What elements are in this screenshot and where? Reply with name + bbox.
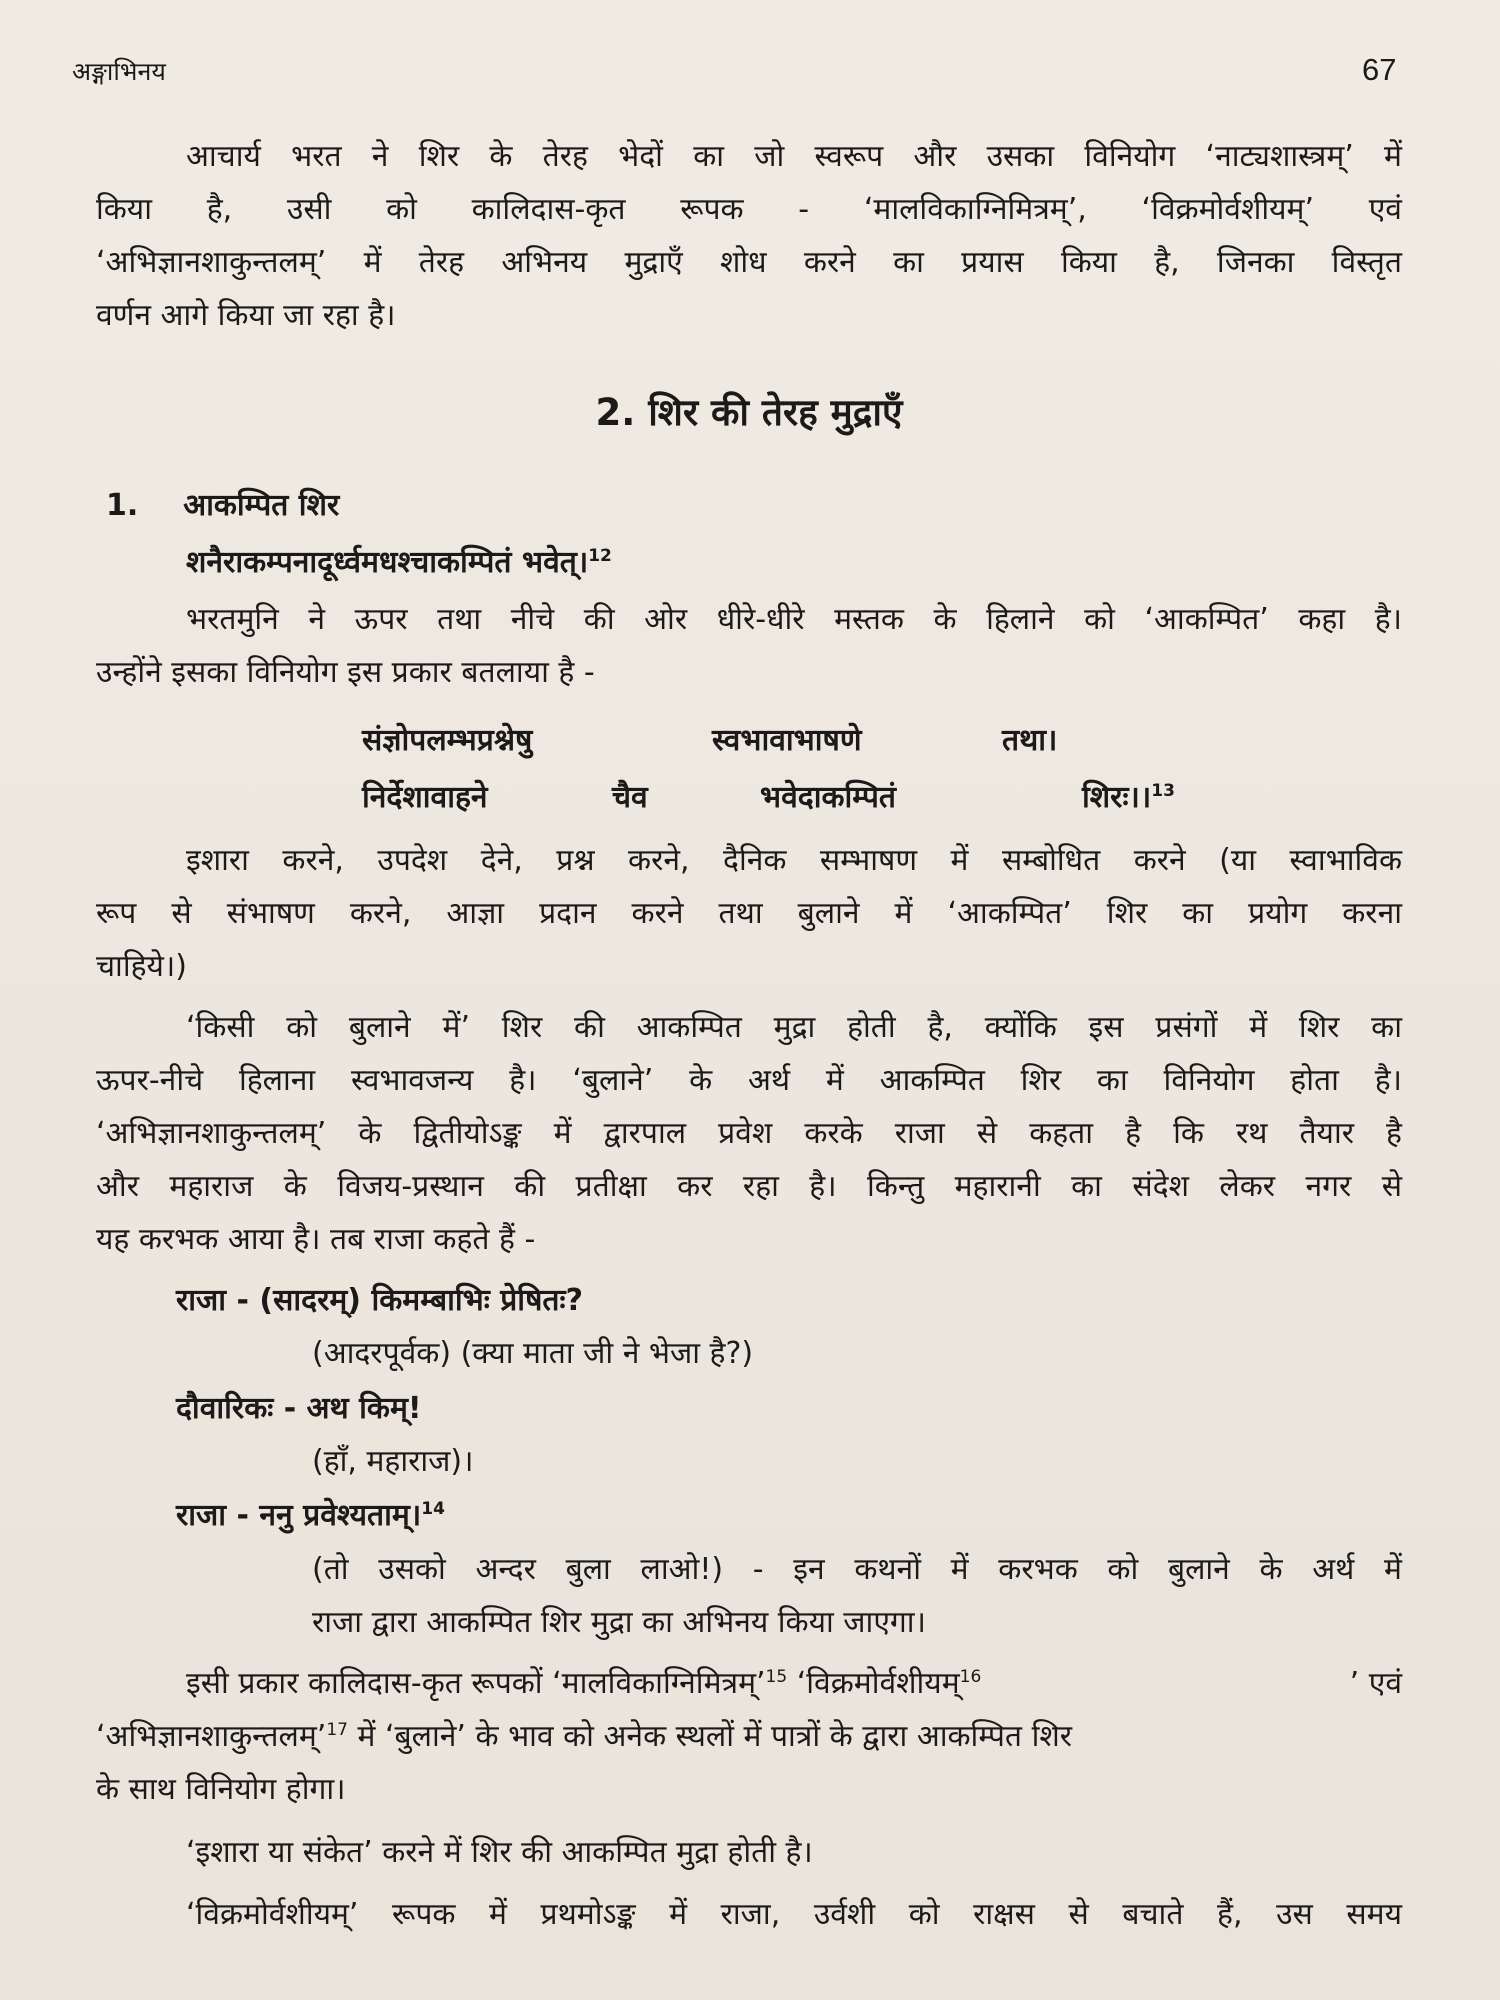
shloka-2-word-2: स्वभावाभाषणे xyxy=(712,723,862,758)
item-title: आकम्पित शिर xyxy=(183,488,340,523)
footnote-ref-16: 16 xyxy=(959,1667,982,1687)
footnote-ref-12: 12 xyxy=(588,546,612,566)
p4-line-1-a: इसी प्रकार कालिदास-कृत रूपकों ‘मालविकाग्निमित्रम्’ xyxy=(186,1666,766,1701)
dialogue-dauvarika: दौवारिकः - अथ किम्! xyxy=(176,1391,422,1426)
intro-line-3: ‘अभिज्ञानशाकुन्तलम्’ में तेरह अभिनय मुद्राएँ शोध करने का प्रयास किया है, जिनका विस्तृत xyxy=(96,245,1402,280)
p5-line: ‘इशारा या संकेत’ करने में शिर की आकम्पित मुद्रा होती है। xyxy=(186,1835,813,1870)
dialogue-gloss-line-1: (तो उसको अन्दर बुला लाओ!) - इन कथनों में करभक को बुलाने के अर्थ में xyxy=(312,1552,1402,1587)
p2-line-1: इशारा करने, उपदेश देने, प्रश्न करने, दैनिक सम्भाषण में सम्बोधित करने (या स्वाभाविक xyxy=(186,843,1402,878)
intro-line-1: आचार्य भरत ने शिर के तेरह भेदों का जो स्वरूप और उसका विनियोग ‘नाट्यशास्त्रम्’ में xyxy=(186,139,1402,174)
shloka-2-word-6: भवेदाकम्पितं xyxy=(760,780,896,815)
p3-line-4: और महाराज के विजय-प्रस्थान की प्रतीक्षा कर रहा है। किन्तु महारानी का संदेश लेकर नगर से xyxy=(96,1169,1402,1204)
p4-line-1 xyxy=(186,1661,1402,1702)
p4-line-3: के साथ विनियोग होगा। xyxy=(96,1772,346,1807)
p3-line-2: ऊपर-नीचे हिलाना स्वभावजन्य है। ‘बुलाने’ के अर्थ में आकम्पित शिर का विनियोग होता है। xyxy=(96,1063,1402,1098)
dialogue-raja-2 xyxy=(176,1493,445,1534)
footnote-ref-13: 13 xyxy=(1151,781,1175,801)
p4-line-2-b: में ‘बुलाने’ के भाव को अनेक स्थलों में पात्रों के द्वारा आकम्पित शिर xyxy=(347,1719,1073,1754)
p6-line: ‘विक्रमोर्वशीयम्’ रूपक में प्रथमोऽङ्क में राजा, उर्वशी को राक्षस से बचाते हैं, उस समय xyxy=(186,1897,1402,1932)
dialogue-raja-1: राजा - (सादरम्) किमम्बाभिः प्रेषितः? xyxy=(176,1283,583,1318)
section-heading: 2. शिर की तेरह मुद्राएँ xyxy=(595,391,903,434)
footnote-ref-14: 14 xyxy=(421,1499,445,1519)
p4-line-2-a: ‘अभिज्ञानशाकुन्तलम्’ xyxy=(96,1719,327,1754)
p4-line-1-c: ’ एवं xyxy=(1349,1666,1402,1701)
dialogue-raja-1-gloss: (आदरपूर्वक) (क्या माता जी ने भेजा है?) xyxy=(312,1336,754,1371)
shloka-2-end: शिरः।। xyxy=(1082,780,1152,815)
p3-line-5: यह करभक आया है। तब राजा कहते हैं - xyxy=(96,1222,536,1257)
shloka-2-word-5: चैव xyxy=(612,780,648,815)
p4-line-1-main xyxy=(186,1661,981,1702)
dialogue-raja-2-text: राजा - ननु प्रवेश्यताम्। xyxy=(176,1498,422,1533)
intro-line-4: वर्णन आगे किया जा रहा है। xyxy=(96,298,396,333)
p2-line-2: रूप से संभाषण करने, आज्ञा प्रदान करने तथा बुलाने में ‘आकम्पित’ शिर का प्रयोग करना xyxy=(96,896,1402,931)
item-heading xyxy=(106,483,339,524)
intro-line-2: किया है, उसी को कालिदास-कृत रूपक - ‘मालविकाग्निमित्रम्’, ‘विक्रमोर्वशीयम्’ एवं xyxy=(96,192,1402,227)
shloka-1 xyxy=(186,540,612,581)
shloka-2-word-3: तथा। xyxy=(1002,723,1058,758)
p1-line-2: उन्होंने इसका विनियोग इस प्रकार बतलाया है - xyxy=(96,655,595,690)
shloka-2-word-4: निर्देशावाहने xyxy=(362,780,488,815)
shloka-1-text: शनैराकम्पनादूर्ध्वमधश्चाकम्पितं भवेत्। xyxy=(186,545,589,580)
shloka-2-word-7 xyxy=(1082,775,1175,816)
p1-line-1: भरतमुनि ने ऊपर तथा नीचे की ओर धीरे-धीरे मस्तक के हिलाने को ‘आकम्पित’ कहा है। xyxy=(186,602,1402,637)
p3-line-1: ‘किसी को बुलाने में’ शिर की आकम्पित मुद्रा होती है, क्योंकि इस प्रसंगों में शिर का xyxy=(186,1010,1402,1045)
p4-line-2 xyxy=(96,1714,1402,1755)
p3-line-3: ‘अभिज्ञानशाकुन्तलम्’ के द्वितीयोऽङ्क में द्वारपाल प्रवेश करके राजा से कहता है कि रथ तैयार है xyxy=(96,1116,1402,1151)
item-number: 1. xyxy=(106,488,139,523)
dialogue-gloss-line-2: राजा द्वारा आकम्पित शिर मुद्रा का अभिनय किया जाएगा। xyxy=(312,1605,926,1640)
running-header: अङ्गाभिनय xyxy=(72,57,166,86)
p4-line-1-b: ‘विक्रमोर्वशीयम् xyxy=(787,1666,960,1701)
footnote-ref-17: 17 xyxy=(326,1720,348,1740)
page-number: 67 xyxy=(1362,52,1397,87)
footnote-ref-15: 15 xyxy=(765,1667,788,1687)
shloka-2-word-1: संज्ञोपलम्भप्रश्नेषु xyxy=(362,723,533,758)
dialogue-dauvarika-gloss: (हाँ, महाराज)। xyxy=(312,1444,474,1479)
p2-line-3: चाहिये।) xyxy=(96,949,187,984)
